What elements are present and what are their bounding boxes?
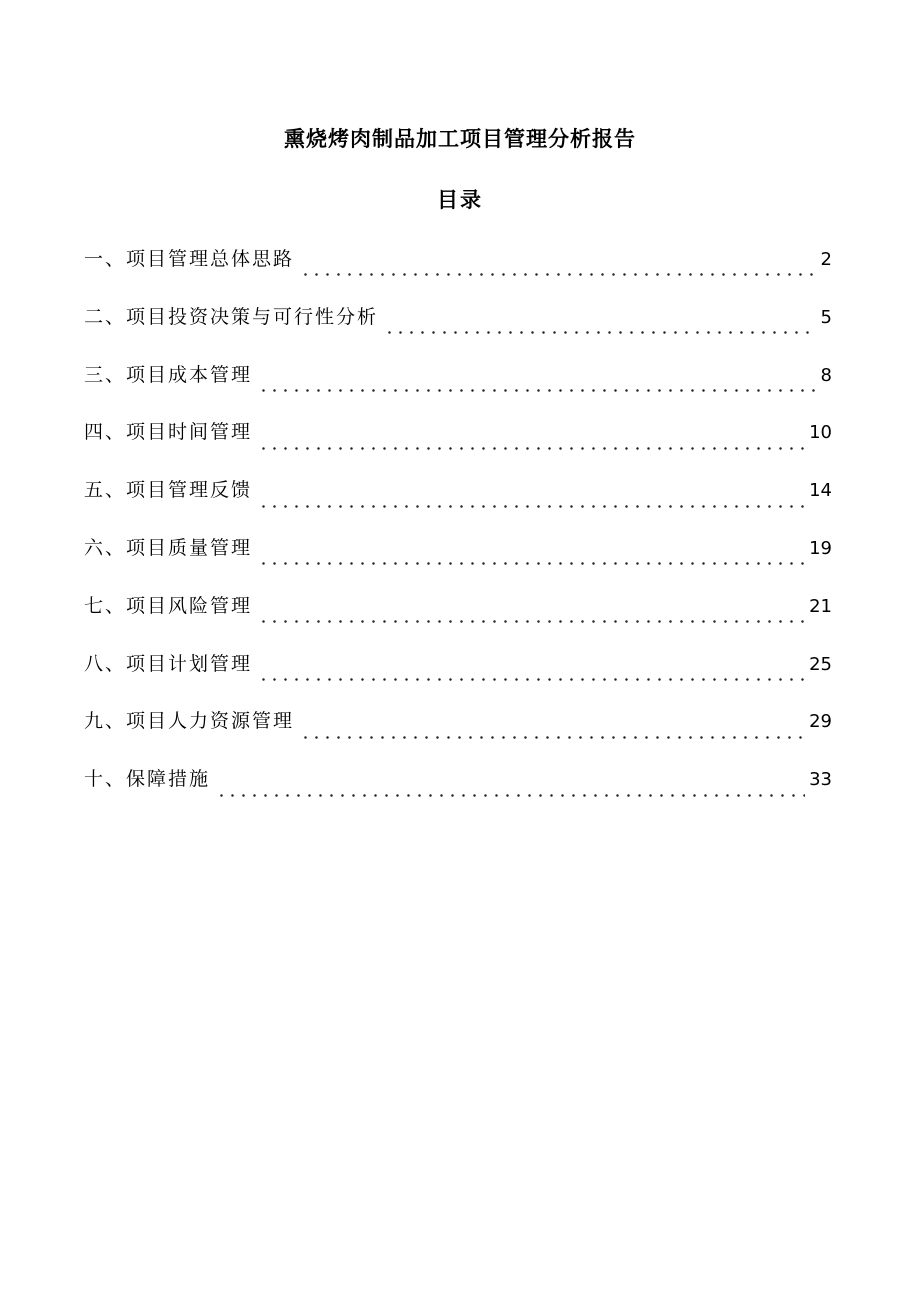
toc-entry-page: 14 [809,480,832,502]
dot-leader [258,620,805,623]
toc-entry-label: 四、项目时间管理 [84,421,253,444]
toc-entry[interactable] [84,473,832,531]
dot-leader [216,794,805,797]
dot-leader [258,505,805,508]
toc-entry-page: 19 [809,537,832,559]
toc-entry-label: 八、项目计划管理 [84,652,253,675]
toc-entry-label: 十、保障措施 [84,768,211,791]
dot-leader [258,562,805,565]
toc-entry-label: 六、项目质量管理 [84,536,253,559]
toc-entry[interactable] [84,415,832,473]
dot-leader [300,736,805,739]
toc-entry[interactable] [84,531,832,589]
toc-entry-page: 5 [820,306,832,328]
toc-entry-label: 三、项目成本管理 [84,363,253,386]
toc-entry[interactable] [84,300,832,358]
toc-entry-label: 九、项目人力资源管理 [84,710,295,733]
toc-entry[interactable] [84,358,832,416]
dot-leader [384,331,817,334]
toc-entry[interactable] [84,647,832,705]
toc-entry[interactable] [84,762,832,820]
dot-leader [300,273,817,276]
toc-entry-page: 2 [820,249,832,270]
toc-entry-page: 25 [809,653,832,675]
dot-leader [258,678,805,681]
dot-leader [258,389,817,392]
toc-entry[interactable] [84,242,832,300]
toc-entry-page: 29 [809,711,832,733]
toc-entry[interactable] [84,704,832,762]
toc-entry-page: 33 [809,769,832,791]
toc-entry-page: 21 [809,595,832,617]
toc-entry-label: 七、项目风险管理 [84,594,253,617]
toc-heading: 目录 [437,188,483,212]
toc-entry-page: 10 [809,422,832,444]
toc-entry-page: 8 [820,364,832,386]
toc-entry-label: 二、项目投资决策与可行性分析 [84,305,379,328]
toc-entry[interactable] [84,589,832,647]
toc-entry-label: 一、项目管理总体思路 [84,248,295,270]
toc-entry-label: 五、项目管理反馈 [84,479,253,502]
document-title: 熏烧烤肉制品加工项目管理分析报告 [284,127,636,151]
dot-leader [258,447,805,450]
table-of-contents [84,242,832,820]
